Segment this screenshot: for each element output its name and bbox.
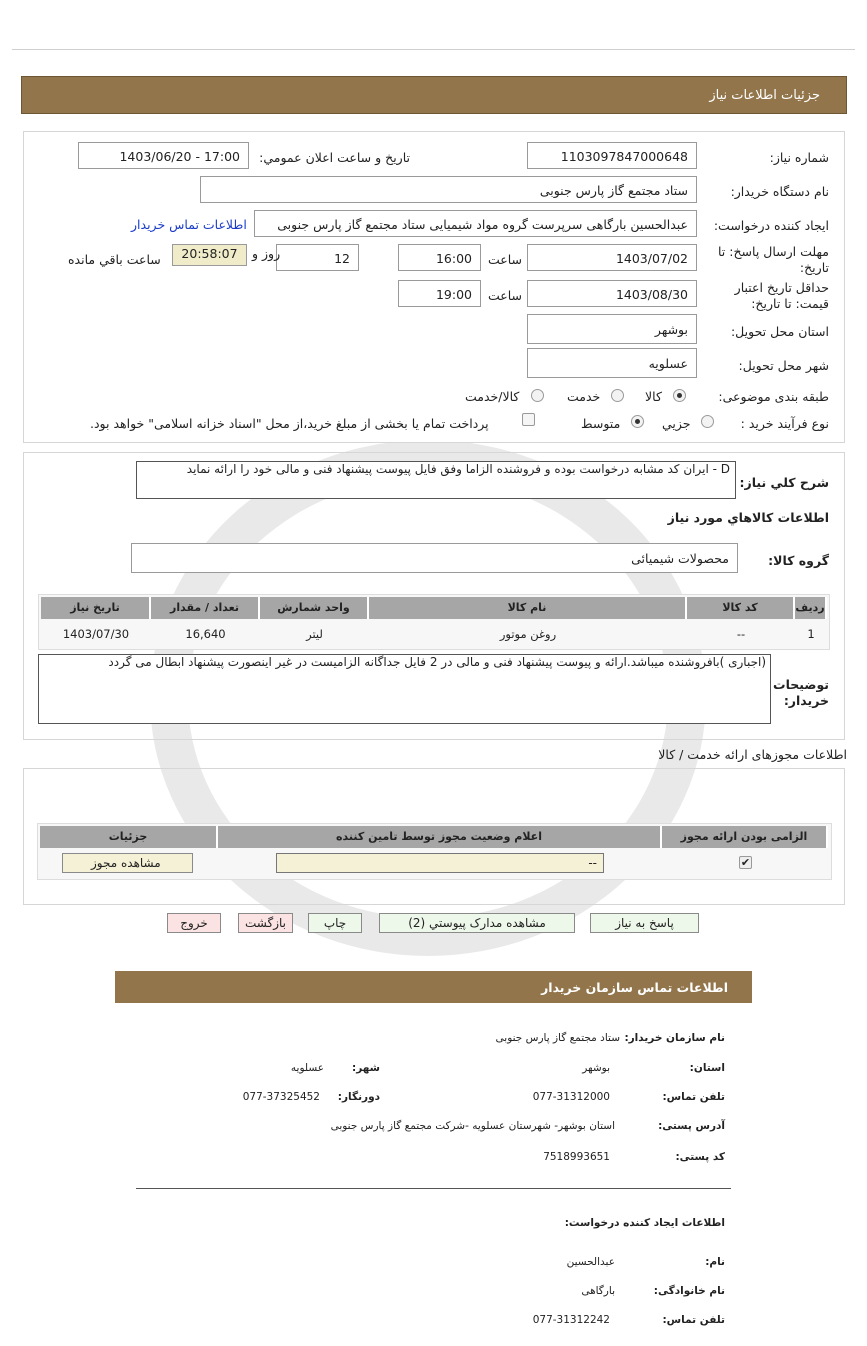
contact-fax: 077-37325452 [242,1091,320,1103]
col-qty: تعداد / مقدار [151,597,260,619]
announce-field: 1403/06/20 - 17:00 [78,142,249,169]
validity-date-field: 1403/08/30 [527,280,697,307]
contact-phone-label: تلفن تماس: [662,1091,725,1103]
requester-name: عبدالحسین [566,1256,615,1268]
contact-province: بوشهر [582,1062,610,1074]
col-date: تاريخ نياز [41,597,151,619]
col-unit: واحد شمارش [260,597,369,619]
need-number-field: 1103097847000648 [527,142,697,169]
page-title: جزئیات اطلاعات نیاز [709,88,820,103]
reply-button[interactable]: پاسخ به نیاز [590,913,699,933]
category-option-goods: کالا [645,389,662,404]
category-option-service: خدمت [567,389,601,404]
requester-label: ایجاد کننده درخواست: [713,218,829,233]
process-radio-minor[interactable] [701,415,714,428]
requester-section-title: اطلاعات ایجاد کننده درخواست: [564,1217,725,1229]
attachments-button[interactable]: مشاهده مدارک پیوستي (2) [379,913,575,933]
category-radio-both[interactable] [531,389,544,402]
validity-label: حداقل تاریخ اعتبار قیمت: تا تاریخ: [734,280,829,311]
contact-phone: 077-31312000 [532,1091,610,1103]
contact-address: استان بوشهر- شهرستان عسلویه -شرکت مجتمع گاز پارس جنوبی [330,1120,615,1132]
requester-family-label: نام خانوادگی: [653,1285,725,1297]
permits-section-title: اطلاعات مجوزهای ارائه خدمت / کالا [658,747,847,762]
contact-province-label: استان: [689,1062,725,1074]
days-label: روز و [252,246,281,261]
goods-group-field: محصولات شیمیائی [131,543,738,573]
permit-col-required: الزامی بودن ارائه مجوز [662,826,828,848]
category-radio-goods[interactable] [673,389,686,402]
remaining-time-field: 20:58:07 [172,244,247,266]
contact-city-label: شهر: [352,1062,380,1074]
treasury-payment-note: پرداخت تمام یا بخشی از مبلغ خرید،از محل "اسناد خزانه اسلامی" خواهد بود. [90,416,489,431]
goods-group-label: گروه کالا: [768,553,829,568]
buyer-org-field: ستاد مجتمع گاز پارس جنوبی [200,176,697,203]
permit-status-field: -- [276,853,604,873]
exit-button[interactable]: خروج [167,913,221,933]
process-option-medium: متوسط [581,416,621,431]
requester-phone-label: تلفن تماس: [662,1314,725,1326]
permit-required-checkbox: ✔ [740,856,751,869]
days-field: 12 [276,244,359,271]
description-text: D - ایران کد مشابه درخواست بوده و فروشنده الزاما وفق فایل پیوست پیشنهاد فنی و مالی خود را ارائه نماید [136,461,736,499]
print-button[interactable]: چاپ [308,913,362,933]
category-option-both: کالا/خدمت [465,389,520,404]
back-button[interactable]: بازگشت [238,913,293,933]
contact-header [115,971,752,1003]
col-code: کد کالا [687,597,795,619]
province-label: استان محل تحویل: [730,324,829,339]
process-label: نوع فرآیند خرید : [740,416,829,431]
contact-postal-label: کد پستی: [675,1151,725,1163]
buyer-notes-text: (اجباری )بافروشنده میباشد.ارائه و پیوست پیشنهاد فنی و مالی در 2 فایل جداگانه الزامیست در غیر اینصورت پیشنهاد ابطال می گردد [38,654,771,724]
cell-row: 1 [807,627,815,641]
requester-name-label: نام: [705,1256,725,1268]
cell-code: -- [736,627,746,641]
category-radio-service[interactable] [611,389,624,402]
need-number-label: شماره نیاز: [769,150,829,165]
contact-org: ستاد مجتمع گاز پارس جنوبی [495,1032,620,1044]
process-radio-medium[interactable] [631,415,644,428]
province-field: بوشهر [527,314,697,344]
deadline-time-label: ساعت [487,252,522,267]
contact-city: عسلویه [290,1062,324,1074]
city-field: عسلویه [527,348,697,378]
permit-col-status: اعلام وضعیت مجوز توسط تامین کننده [218,826,662,848]
contact-org-label: نام سازمان خریدار: [624,1032,725,1044]
contact-divider [136,1188,731,1189]
view-permit-button[interactable]: مشاهده مجوز [62,853,193,873]
details-header [21,76,847,114]
col-row: رديف [795,597,827,619]
announce-label: تاریخ و ساعت اعلان عمومي: [259,150,410,165]
process-option-minor: جزيي [662,416,691,431]
deadline-label: مهلت ارسال پاسخ: تا تاریخ: [718,244,829,275]
col-name: نام کالا [369,597,687,619]
description-label: شرح كلي نياز: [739,475,829,490]
remaining-label: ساعت باقي مانده [68,252,161,267]
validity-time-field: 19:00 [398,280,481,307]
buyer-notes-label: توضیحات خریدار: [773,677,829,708]
contact-fax-label: دورنگار: [337,1091,380,1103]
city-label: شهر محل تحویل: [738,358,829,373]
permit-col-details: جزئیات [40,826,218,848]
requester-field: عبدالحسین بارگاهی سرپرست گروه مواد شیمیایی ستاد مجتمع گاز پارس جنوبی [254,210,697,237]
buyer-contact-link[interactable]: اطلاعات تماس خریدار [131,217,247,232]
deadline-date-field: 1403/07/02 [527,244,697,271]
treasury-payment-checkbox[interactable] [522,413,535,426]
deadline-time-field: 16:00 [398,244,481,271]
contact-title: اطلاعات تماس سازمان خریدار [541,980,728,995]
contact-postal: 7518993651 [543,1151,610,1163]
validity-time-label: ساعت [487,288,522,303]
contact-address-label: آدرس پستی: [658,1120,725,1132]
requester-phone: 077-31312242 [532,1314,610,1326]
top-divider [12,49,855,50]
cell-name: روغن موتور [499,627,557,641]
cell-unit: لیتر [306,627,323,641]
cell-qty: 16,640 [185,627,226,641]
goods-section-title: اطلاعات كالاهاي مورد نياز [667,510,829,525]
buyer-org-label: نام دستگاه خریدار: [730,184,829,199]
cell-date: 1403/07/30 [62,627,130,641]
requester-family: بارگاهی [581,1285,615,1297]
category-label: طبقه بندی موضوعی: [718,389,829,404]
